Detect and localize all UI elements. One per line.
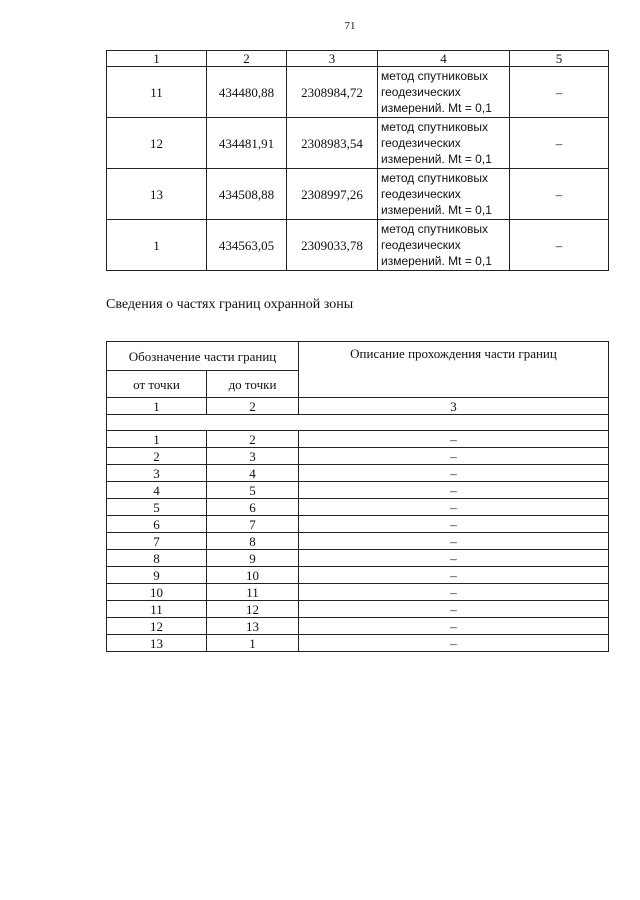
column-number: 1 (107, 51, 207, 67)
method-line: измерений. Mt = 0,1 (381, 152, 492, 166)
to-point: 12 (207, 601, 299, 618)
column-number: 5 (510, 51, 609, 67)
coordinate-x: 434508,88 (207, 169, 287, 220)
table-row (107, 567, 609, 584)
from-point: 12 (107, 618, 207, 635)
column-number-row (107, 398, 609, 415)
from-point: 5 (107, 499, 207, 516)
to-point: 3 (207, 448, 299, 465)
method-cell (378, 118, 510, 169)
empty-row (107, 415, 609, 431)
table-row (107, 431, 609, 448)
table-row (107, 618, 609, 635)
parts-header-row (107, 342, 609, 371)
to-point: 5 (207, 482, 299, 499)
to-point: 7 (207, 516, 299, 533)
to-point: 8 (207, 533, 299, 550)
segment-description: – (299, 635, 609, 652)
empty-cell (107, 415, 609, 431)
boundary-parts-table (106, 341, 609, 652)
table-row (107, 533, 609, 550)
to-point: 9 (207, 550, 299, 567)
from-point: 8 (107, 550, 207, 567)
from-point: 4 (107, 482, 207, 499)
segment-description: – (299, 584, 609, 601)
segment-description: – (299, 550, 609, 567)
method-line: геодезических (381, 136, 461, 150)
table-row (107, 635, 609, 652)
table-row (107, 465, 609, 482)
column-number: 3 (287, 51, 378, 67)
point-number: 12 (107, 118, 207, 169)
point-number: 1 (107, 220, 207, 271)
column-number: 4 (378, 51, 510, 67)
coordinate-y: 2308983,54 (287, 118, 378, 169)
from-point: 11 (107, 601, 207, 618)
from-point: 2 (107, 448, 207, 465)
to-point: 6 (207, 499, 299, 516)
note-cell: – (510, 118, 609, 169)
segment-description: – (299, 516, 609, 533)
table-row (107, 584, 609, 601)
segment-description: – (299, 618, 609, 635)
coordinate-x: 434480,88 (207, 67, 287, 118)
method-cell (378, 67, 510, 118)
page-number: 71 (344, 20, 356, 32)
segment-description: – (299, 482, 609, 499)
coordinates-header-row (107, 51, 609, 67)
from-point: 1 (107, 431, 207, 448)
from-point: 6 (107, 516, 207, 533)
from-point: 7 (107, 533, 207, 550)
table-row (107, 482, 609, 499)
method-line: метод спутниковых (381, 171, 489, 185)
column-number: 3 (299, 398, 609, 415)
note-cell: – (510, 220, 609, 271)
table-row (107, 499, 609, 516)
method-line: геодезических (381, 85, 461, 99)
column-number: 2 (207, 51, 287, 67)
note-cell: – (510, 169, 609, 220)
from-point: 3 (107, 465, 207, 482)
table-row (107, 67, 609, 118)
segment-description: – (299, 431, 609, 448)
table-row (107, 516, 609, 533)
from-point-header: от точки (107, 371, 207, 398)
method-cell (378, 169, 510, 220)
table-row (107, 550, 609, 567)
to-point: 13 (207, 618, 299, 635)
to-point: 2 (207, 431, 299, 448)
coordinates-table (106, 50, 609, 271)
segment-description: – (299, 533, 609, 550)
segment-description: – (299, 448, 609, 465)
coordinate-y: 2309033,78 (287, 220, 378, 271)
to-point: 4 (207, 465, 299, 482)
method-line: метод спутниковых (381, 69, 489, 83)
segment-description: – (299, 499, 609, 516)
segment-description: – (299, 465, 609, 482)
note-cell: – (510, 67, 609, 118)
to-point: 11 (207, 584, 299, 601)
coordinate-y: 2308997,26 (287, 169, 378, 220)
point-number: 13 (107, 169, 207, 220)
table-row (107, 448, 609, 465)
column-number: 2 (207, 398, 299, 415)
to-point-header: до точки (207, 371, 299, 398)
method-line: геодезических (381, 187, 461, 201)
description-header: Описание прохождения части границ (299, 342, 609, 398)
designation-header: Обозначение части границ (107, 342, 299, 371)
from-point: 10 (107, 584, 207, 601)
column-number: 1 (107, 398, 207, 415)
method-line: измерений. Mt = 0,1 (381, 254, 492, 268)
table-row (107, 169, 609, 220)
table-row (107, 601, 609, 618)
method-line: геодезических (381, 238, 461, 252)
coordinate-x: 434563,05 (207, 220, 287, 271)
method-line: измерений. Mt = 0,1 (381, 101, 492, 115)
from-point: 13 (107, 635, 207, 652)
segment-description: – (299, 567, 609, 584)
method-line: метод спутниковых (381, 120, 489, 134)
method-cell (378, 220, 510, 271)
to-point: 1 (207, 635, 299, 652)
coordinate-x: 434481,91 (207, 118, 287, 169)
method-line: измерений. Mt = 0,1 (381, 203, 492, 217)
from-point: 9 (107, 567, 207, 584)
to-point: 10 (207, 567, 299, 584)
table-row (107, 220, 609, 271)
section-title: Сведения о частях границ охранной зоны (106, 297, 354, 312)
segment-description: – (299, 601, 609, 618)
point-number: 11 (107, 67, 207, 118)
method-line: метод спутниковых (381, 222, 489, 236)
table-row (107, 118, 609, 169)
coordinate-y: 2308984,72 (287, 67, 378, 118)
